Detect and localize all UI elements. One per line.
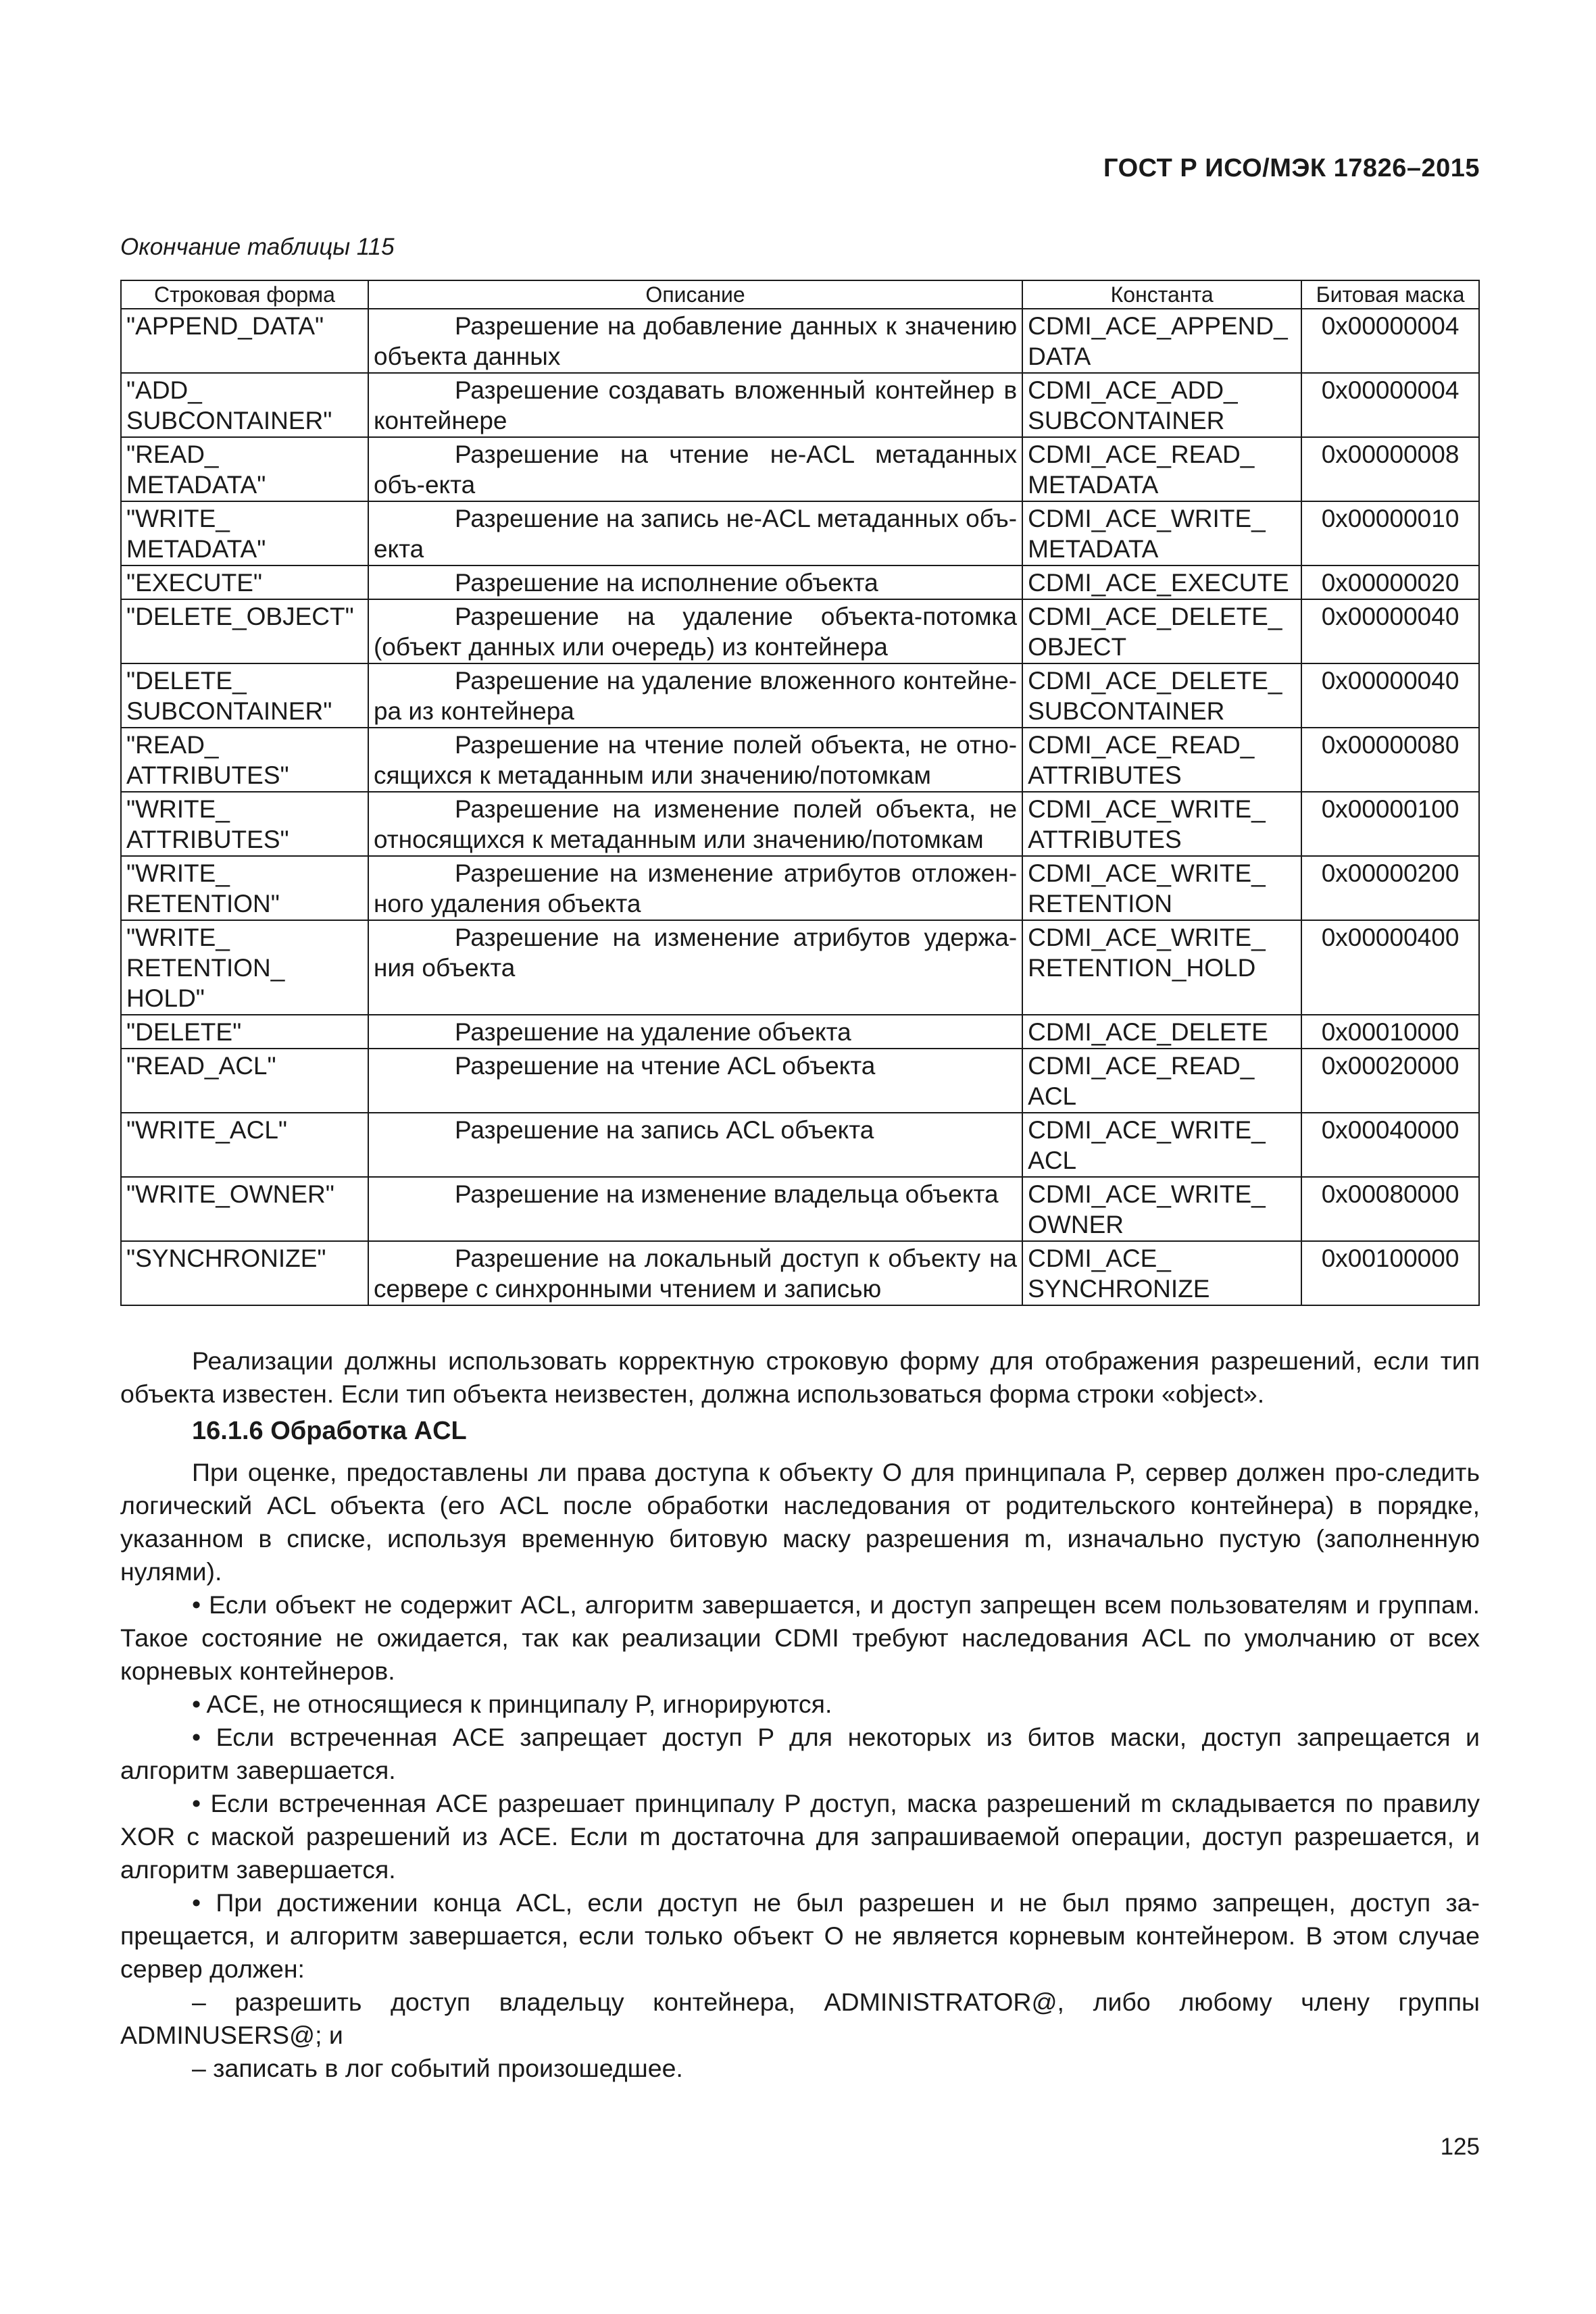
permissions-table — [120, 280, 1480, 1306]
constant-cell: CDMI_ACE_READ_ ATTRIBUTES — [1022, 728, 1301, 792]
table-row — [121, 792, 1479, 856]
string-form-cell: "SYNCHRONIZE" — [121, 1241, 368, 1305]
document-header: ГОСТ Р ИСО/МЭК 17826–2015 — [1103, 154, 1480, 182]
constant-cell: CDMI_ACE_DELETE — [1022, 1015, 1301, 1049]
bullet-item: • При достижении конца ACL, если доступ не был разрешен и не был прямо запрещен, доступ за-прещается, и алгоритм завершается, если только объект O не является корневым контейнером. В этом случае сервер должен: — [120, 1888, 1480, 1983]
constant-cell: CDMI_ACE_READ_ METADATA — [1022, 437, 1301, 501]
string-form-cell: "DELETE_OBJECT" — [121, 599, 368, 663]
column-header-bitmask: Битовая маска — [1301, 280, 1479, 309]
string-form-cell: "DELETE" — [121, 1015, 368, 1049]
table-row — [121, 1113, 1479, 1177]
string-form-cell: "WRITE_OWNER" — [121, 1177, 368, 1241]
bitmask-cell: 0x00000010 — [1301, 501, 1479, 565]
bitmask-cell: 0x00000004 — [1301, 373, 1479, 437]
dash-item: – разрешить доступ владельцу контейнера, ADMINISTRATOR@, либо любому члену группы ADMINUSERS@; и — [120, 1988, 1480, 2049]
table-row — [121, 1177, 1479, 1241]
constant-cell: CDMI_ACE_READ_ ACL — [1022, 1049, 1301, 1113]
bitmask-cell: 0x00000040 — [1301, 663, 1479, 728]
table-row — [121, 599, 1479, 663]
description-cell: Разрешение на запись ACL объекта — [368, 1113, 1022, 1177]
description-cell: Разрешение на исполнение объекта — [368, 565, 1022, 599]
string-form-cell: "READ_ ATTRIBUTES" — [121, 728, 368, 792]
string-form-cell: "EXECUTE" — [121, 565, 368, 599]
table-row — [121, 309, 1479, 373]
bitmask-cell: 0x00000040 — [1301, 599, 1479, 663]
description-cell: Разрешение на чтение ACL объекта — [368, 1049, 1022, 1113]
constant-cell: CDMI_ACE_WRITE_ OWNER — [1022, 1177, 1301, 1241]
table-row — [121, 1049, 1479, 1113]
table-row — [121, 1015, 1479, 1049]
description-cell: Разрешение на изменение полей объекта, не относящихся к метаданным или значению/потомкам — [368, 792, 1022, 856]
constant-cell: CDMI_ACE_WRITE_ ACL — [1022, 1113, 1301, 1177]
constant-cell: CDMI_ACE_ADD_ SUBCONTAINER — [1022, 373, 1301, 437]
table-row — [121, 663, 1479, 728]
bitmask-cell: 0x00010000 — [1301, 1015, 1479, 1049]
description-cell: Разрешение на добавление данных к значению объекта данных — [368, 309, 1022, 373]
bitmask-cell: 0x00000200 — [1301, 856, 1479, 920]
description-cell: Разрешение на изменение владельца объекта — [368, 1177, 1022, 1241]
string-form-cell: "READ_ACL" — [121, 1049, 368, 1113]
constant-cell: CDMI_ACE_WRITE_ METADATA — [1022, 501, 1301, 565]
dash-item: – записать в лог событий произошедшее. — [192, 2054, 683, 2082]
bitmask-cell: 0x00100000 — [1301, 1241, 1479, 1305]
constant-cell: CDMI_ACE_EXECUTE — [1022, 565, 1301, 599]
description-cell: Разрешение на удаление объекта — [368, 1015, 1022, 1049]
column-header-string-form: Строковая форма — [121, 280, 368, 309]
bitmask-cell: 0x00000004 — [1301, 309, 1479, 373]
table-row — [121, 856, 1479, 920]
string-form-cell: "ADD_ SUBCONTAINER" — [121, 373, 368, 437]
description-cell: Разрешение на локальный доступ к объекту на сервере с синхронными чтением и записью — [368, 1241, 1022, 1305]
bitmask-cell: 0x00080000 — [1301, 1177, 1479, 1241]
column-header-constant: Константа — [1022, 280, 1301, 309]
bitmask-cell: 0x00000020 — [1301, 565, 1479, 599]
string-form-cell: "WRITE_ RETENTION" — [121, 856, 368, 920]
constant-cell: CDMI_ACE_DELETE_ OBJECT — [1022, 599, 1301, 663]
constant-cell: CDMI_ACE_WRITE_ ATTRIBUTES — [1022, 792, 1301, 856]
bitmask-cell: 0x00000080 — [1301, 728, 1479, 792]
bitmask-cell: 0x00020000 — [1301, 1049, 1479, 1113]
table-header-row — [121, 280, 1479, 309]
description-cell: Разрешение на удаление вложенного контейне-ра из контейнера — [368, 663, 1022, 728]
section-paragraph: При оценке, предоставлены ли права доступа к объекту O для принципала P, сервер должен про-следить логический ACL объекта (его ACL после обработки наследования от родительского контейнера) в порядке, указанном в списке, используя временную битовую маску разрешения m, изначально пустую (заполненную нулями). — [120, 1458, 1480, 1586]
table-row — [121, 501, 1479, 565]
table-row — [121, 920, 1479, 1015]
description-cell: Разрешение на изменение атрибутов удержа-ния объекта — [368, 920, 1022, 1015]
constant-cell: CDMI_ACE_APPEND_ DATA — [1022, 309, 1301, 373]
bullet-item: • Если встреченная ACE запрещает доступ P для некоторых из битов маски, доступ запрещается и алгоритм завершается. — [120, 1723, 1480, 1784]
table-row — [121, 1241, 1479, 1305]
bitmask-cell: 0x00000008 — [1301, 437, 1479, 501]
description-cell: Разрешение создавать вложенный контейнер в контейнере — [368, 373, 1022, 437]
constant-cell: CDMI_ACE_ SYNCHRONIZE — [1022, 1241, 1301, 1305]
string-form-cell: "WRITE_ACL" — [121, 1113, 368, 1177]
bitmask-cell: 0x00040000 — [1301, 1113, 1479, 1177]
section-heading: 16.1.6 Обработка ACL — [192, 1417, 467, 1445]
table-row — [121, 565, 1479, 599]
bitmask-cell: 0x00000100 — [1301, 792, 1479, 856]
description-cell: Разрешение на удаление объекта-потомка (объект данных или очередь) из контейнера — [368, 599, 1022, 663]
bullet-item: • ACE, не относящиеся к принципалу P, игнорируются. — [192, 1690, 832, 1718]
body-text — [120, 1344, 1480, 2085]
description-cell: Разрешение на чтение не-ACL метаданных объ-екта — [368, 437, 1022, 501]
description-cell: Разрешение на изменение атрибутов отложен-ного удаления объекта — [368, 856, 1022, 920]
page-number: 125 — [1440, 2134, 1480, 2160]
string-form-cell: "READ_ METADATA" — [121, 437, 368, 501]
table-caption: Окончание таблицы 115 — [120, 234, 395, 260]
constant-cell: CDMI_ACE_DELETE_ SUBCONTAINER — [1022, 663, 1301, 728]
bitmask-cell: 0x00000400 — [1301, 920, 1479, 1015]
string-form-cell: "WRITE_ RETENTION_ HOLD" — [121, 920, 368, 1015]
description-cell: Разрешение на чтение полей объекта, не отно-сящихся к метаданным или значению/потомкам — [368, 728, 1022, 792]
bullet-item: • Если встреченная ACE разрешает принципалу P доступ, маска разрешений m складывается по правилу XOR с маской разрешений из ACE. Если m достаточна для запрашиваемой операции, доступ разрешается, и алгоритм завершается. — [120, 1789, 1480, 1884]
string-form-cell: "DELETE_ SUBCONTAINER" — [121, 663, 368, 728]
table-row — [121, 373, 1479, 437]
column-header-description: Описание — [368, 280, 1022, 309]
table-body — [121, 309, 1479, 1305]
string-form-cell: "WRITE_ METADATA" — [121, 501, 368, 565]
description-cell: Разрешение на запись не-ACL метаданных объ-екта — [368, 501, 1022, 565]
table-row — [121, 437, 1479, 501]
table-row — [121, 728, 1479, 792]
string-form-cell: "WRITE_ ATTRIBUTES" — [121, 792, 368, 856]
bullet-item: • Если объект не содержит ACL, алгоритм завершается, и доступ запрещен всем пользователям и группам. Такое состояние не ожидается, так как реализации CDMI требуют наследования ACL по умолчанию от всех корневых контейнеров. — [120, 1590, 1480, 1685]
constant-cell: CDMI_ACE_WRITE_ RETENTION_HOLD — [1022, 920, 1301, 1015]
string-form-cell: "APPEND_DATA" — [121, 309, 368, 373]
intro-paragraph: Реализации должны использовать корректную строковую форму для отображения разрешений, если тип объекта известен. Если тип объекта неизвестен, должна использоваться форма строки «object». — [120, 1347, 1480, 1408]
constant-cell: CDMI_ACE_WRITE_ RETENTION — [1022, 856, 1301, 920]
